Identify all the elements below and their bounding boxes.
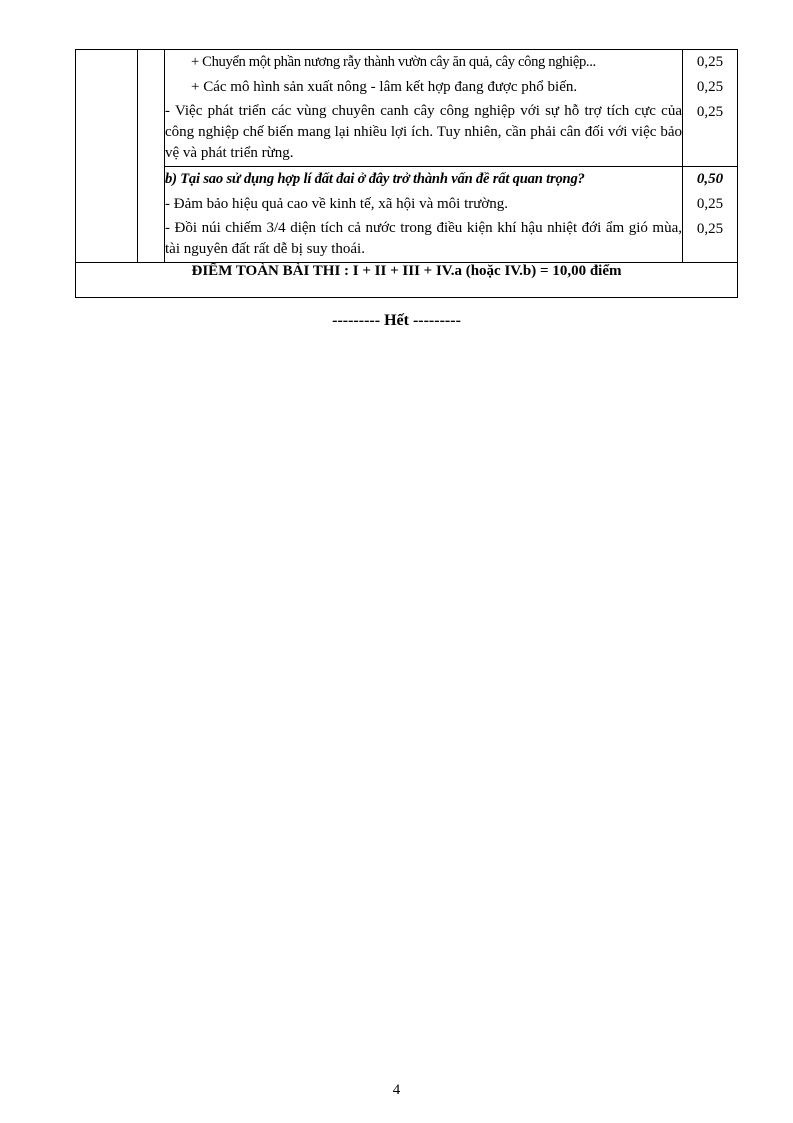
score-cell (683, 50, 738, 167)
question-score-value: 0,50 (696, 171, 724, 187)
total-score-cell: ĐIỂM TOÀN BÀI THI : I + II + III + IV.a (hoặc IV.b) = 10,00 điểm (76, 263, 738, 298)
score-cell (683, 167, 738, 263)
score-value: 0,25 (696, 196, 724, 212)
score-value: 0,25 (696, 221, 724, 237)
question-heading: b) Tại sao sử dụng hợp lí đất đai ở đây trở thành vấn đề rất quan trọng? (165, 171, 585, 187)
page-number: 4 (392, 1082, 401, 1098)
question-number-cell (76, 50, 138, 263)
table-row (76, 263, 738, 298)
answer-item: + Các mô hình sản xuất nông - lâm kết hợp đang được phổ biến. (191, 79, 578, 95)
table-row (76, 50, 738, 167)
sub-question-cell (138, 50, 165, 263)
answer-item: - Đảm bảo hiệu quả cao về kinh tế, xã hội và môi trường. (165, 196, 509, 212)
score-value: 0,25 (696, 79, 724, 95)
answer-item: - Đồi núi chiếm 3/4 diện tích cả nước trong điều kiện khí hậu nhiệt đới ẩm gió mùa, tài nguyên đất rất dễ bị suy thoái. (165, 220, 682, 257)
answer-table (75, 49, 738, 298)
answer-item: + Chuyển một phần nương rẫy thành vườn cây ăn quả, cây công nghiệp... (191, 54, 596, 70)
answer-content-cell (165, 50, 683, 167)
table-row (76, 167, 738, 263)
answer-item: - Việc phát triển các vùng chuyên canh cây công nghiệp với sự hỗ trợ tích cực của công nghiệp chế biến mang lại nhiều lợi ích. Tuy nhiên, cần phải cân đối với việc bảo vệ và phát triển rừng. (165, 103, 682, 161)
answer-content-cell (165, 167, 683, 263)
score-value: 0,25 (696, 104, 724, 120)
end-marker: --------- Hết --------- (332, 312, 461, 329)
score-value: 0,25 (696, 54, 724, 70)
